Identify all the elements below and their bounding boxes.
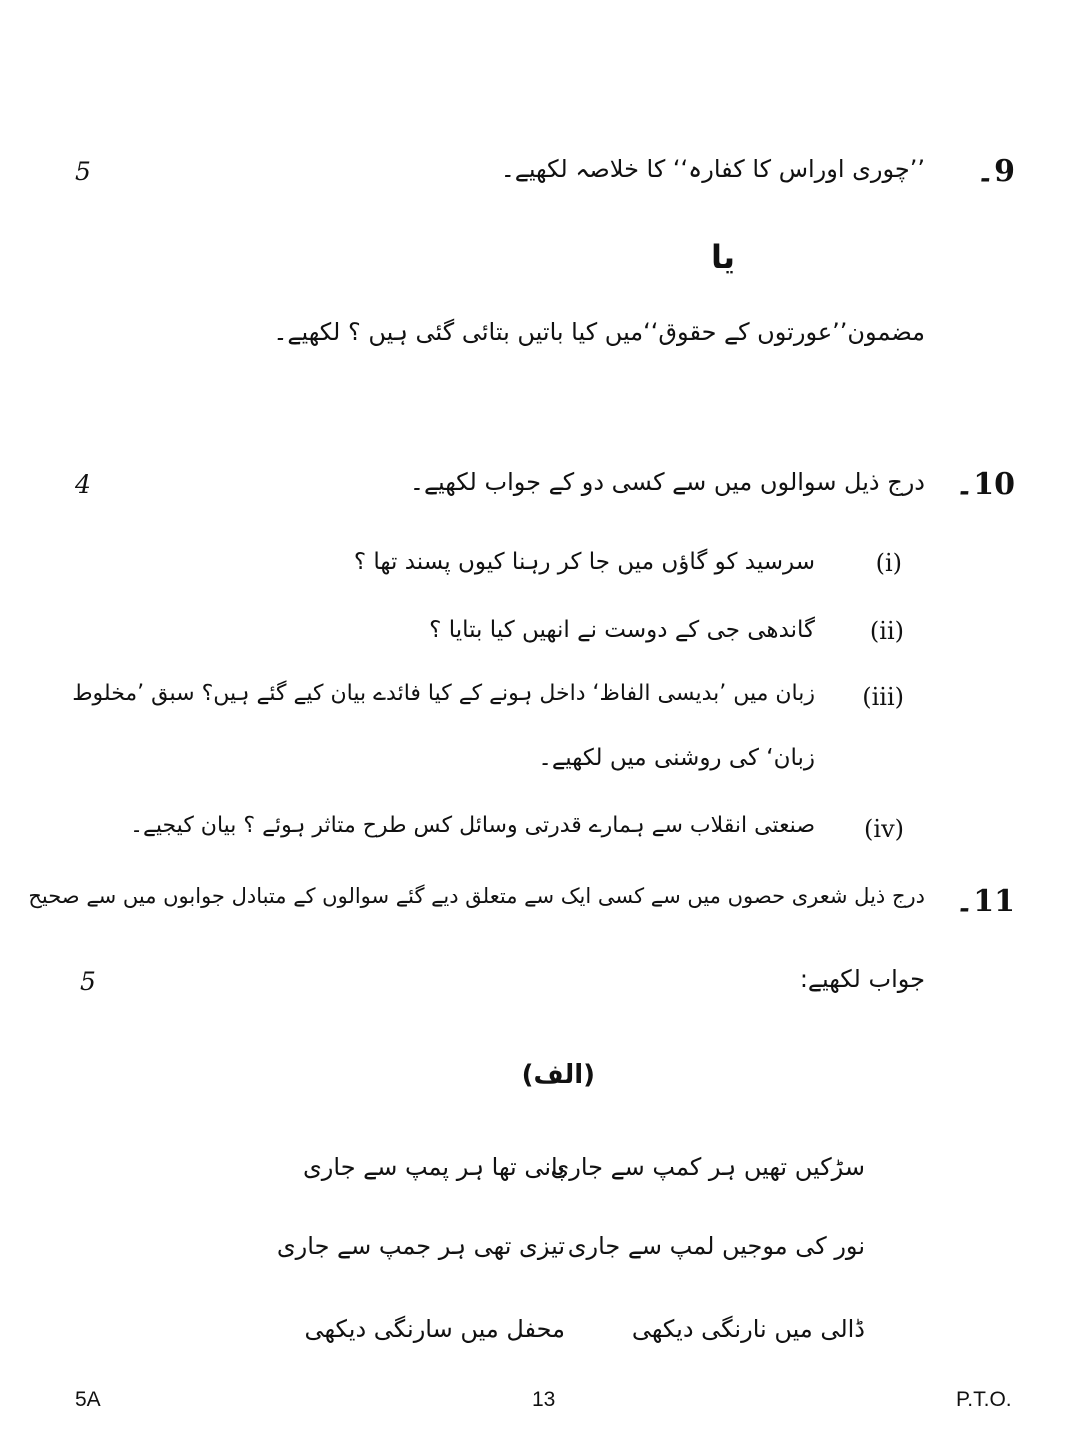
section-alif-heading: (الف) bbox=[521, 1060, 595, 1090]
q10-sub-iv-text: صنعتی انقلاب سے ہمارے قدرتی وسائل کس طرح متاثر ہوئے ؟ بیان کیجیے۔ bbox=[130, 813, 815, 838]
q11-number: 11۔ bbox=[955, 884, 1015, 919]
verse-1-right: سڑکیں تھیں ہر کمپ سے جاری bbox=[550, 1153, 865, 1181]
q10-marks: 4 bbox=[75, 470, 91, 499]
q10-sub-iii-line2: زبان‘ کی روشنی میں لکھیے۔ bbox=[538, 745, 815, 771]
verse-2-right: نور کی موجیں لمپ سے جاری bbox=[567, 1232, 865, 1260]
q9-text: ’’چوری اوراس کا کفارہ‘‘ کا خلاصہ لکھیے۔ bbox=[500, 155, 925, 183]
q9-or: یا bbox=[710, 238, 735, 276]
footer-code: 5A bbox=[75, 1388, 101, 1411]
verse-3-left: محفل میں سارنگی دیکھی bbox=[304, 1315, 565, 1343]
q11-line2: جواب لکھیے: bbox=[799, 965, 925, 993]
q9-number: 9۔ bbox=[976, 154, 1015, 189]
q10-sub-ii-label: (ii) bbox=[869, 617, 904, 645]
verse-3-right: ڈالی میں نارنگی دیکھی bbox=[631, 1315, 865, 1343]
q10-text: درج ذیل سوالوں میں سے کسی دو کے جواب لکھیے۔ bbox=[409, 468, 925, 496]
q10-sub-ii-text: گاندھی جی کے دوست نے انھیں کیا بتایا ؟ bbox=[429, 617, 815, 643]
q10-sub-iii-line1: زبان میں ’بدیسی الفاظ‘ داخل ہونے کے کیا فائدے بیان کیے گئے ہیں؟ سبق ’مخلوط bbox=[72, 681, 815, 706]
verse-2-left: تیزی تھی ہر جمپ سے جاری bbox=[276, 1232, 565, 1260]
q10-sub-i-text: سرسید کو گاؤں میں جا کر رہنا کیوں پسند تھا ؟ bbox=[353, 549, 815, 575]
verse-1-left: پانی تھا ہر پمپ سے جاری bbox=[303, 1153, 565, 1181]
q10-sub-iv-label: (iv) bbox=[864, 815, 904, 843]
q10-number: 10۔ bbox=[955, 467, 1015, 502]
q10-sub-i-label: (i) bbox=[875, 549, 902, 577]
q11-line1: درج ذیل شعری حصوں میں سے کسی ایک سے متعلق دیے گئے سوالوں کے متبادل جوابوں میں سے صحیح bbox=[28, 884, 925, 908]
footer-pto: P.T.O. bbox=[956, 1388, 1012, 1411]
q9-marks: 5 bbox=[75, 157, 91, 186]
q9-alternative: مضمون’’عورتوں کے حقوق‘‘میں کیا باتیں بتائی گئی ہیں ؟ لکھیے۔ bbox=[273, 318, 925, 346]
q11-marks: 5 bbox=[80, 967, 96, 996]
q10-sub-iii-label: (iii) bbox=[862, 683, 904, 711]
footer-page-number: 13 bbox=[532, 1388, 556, 1411]
